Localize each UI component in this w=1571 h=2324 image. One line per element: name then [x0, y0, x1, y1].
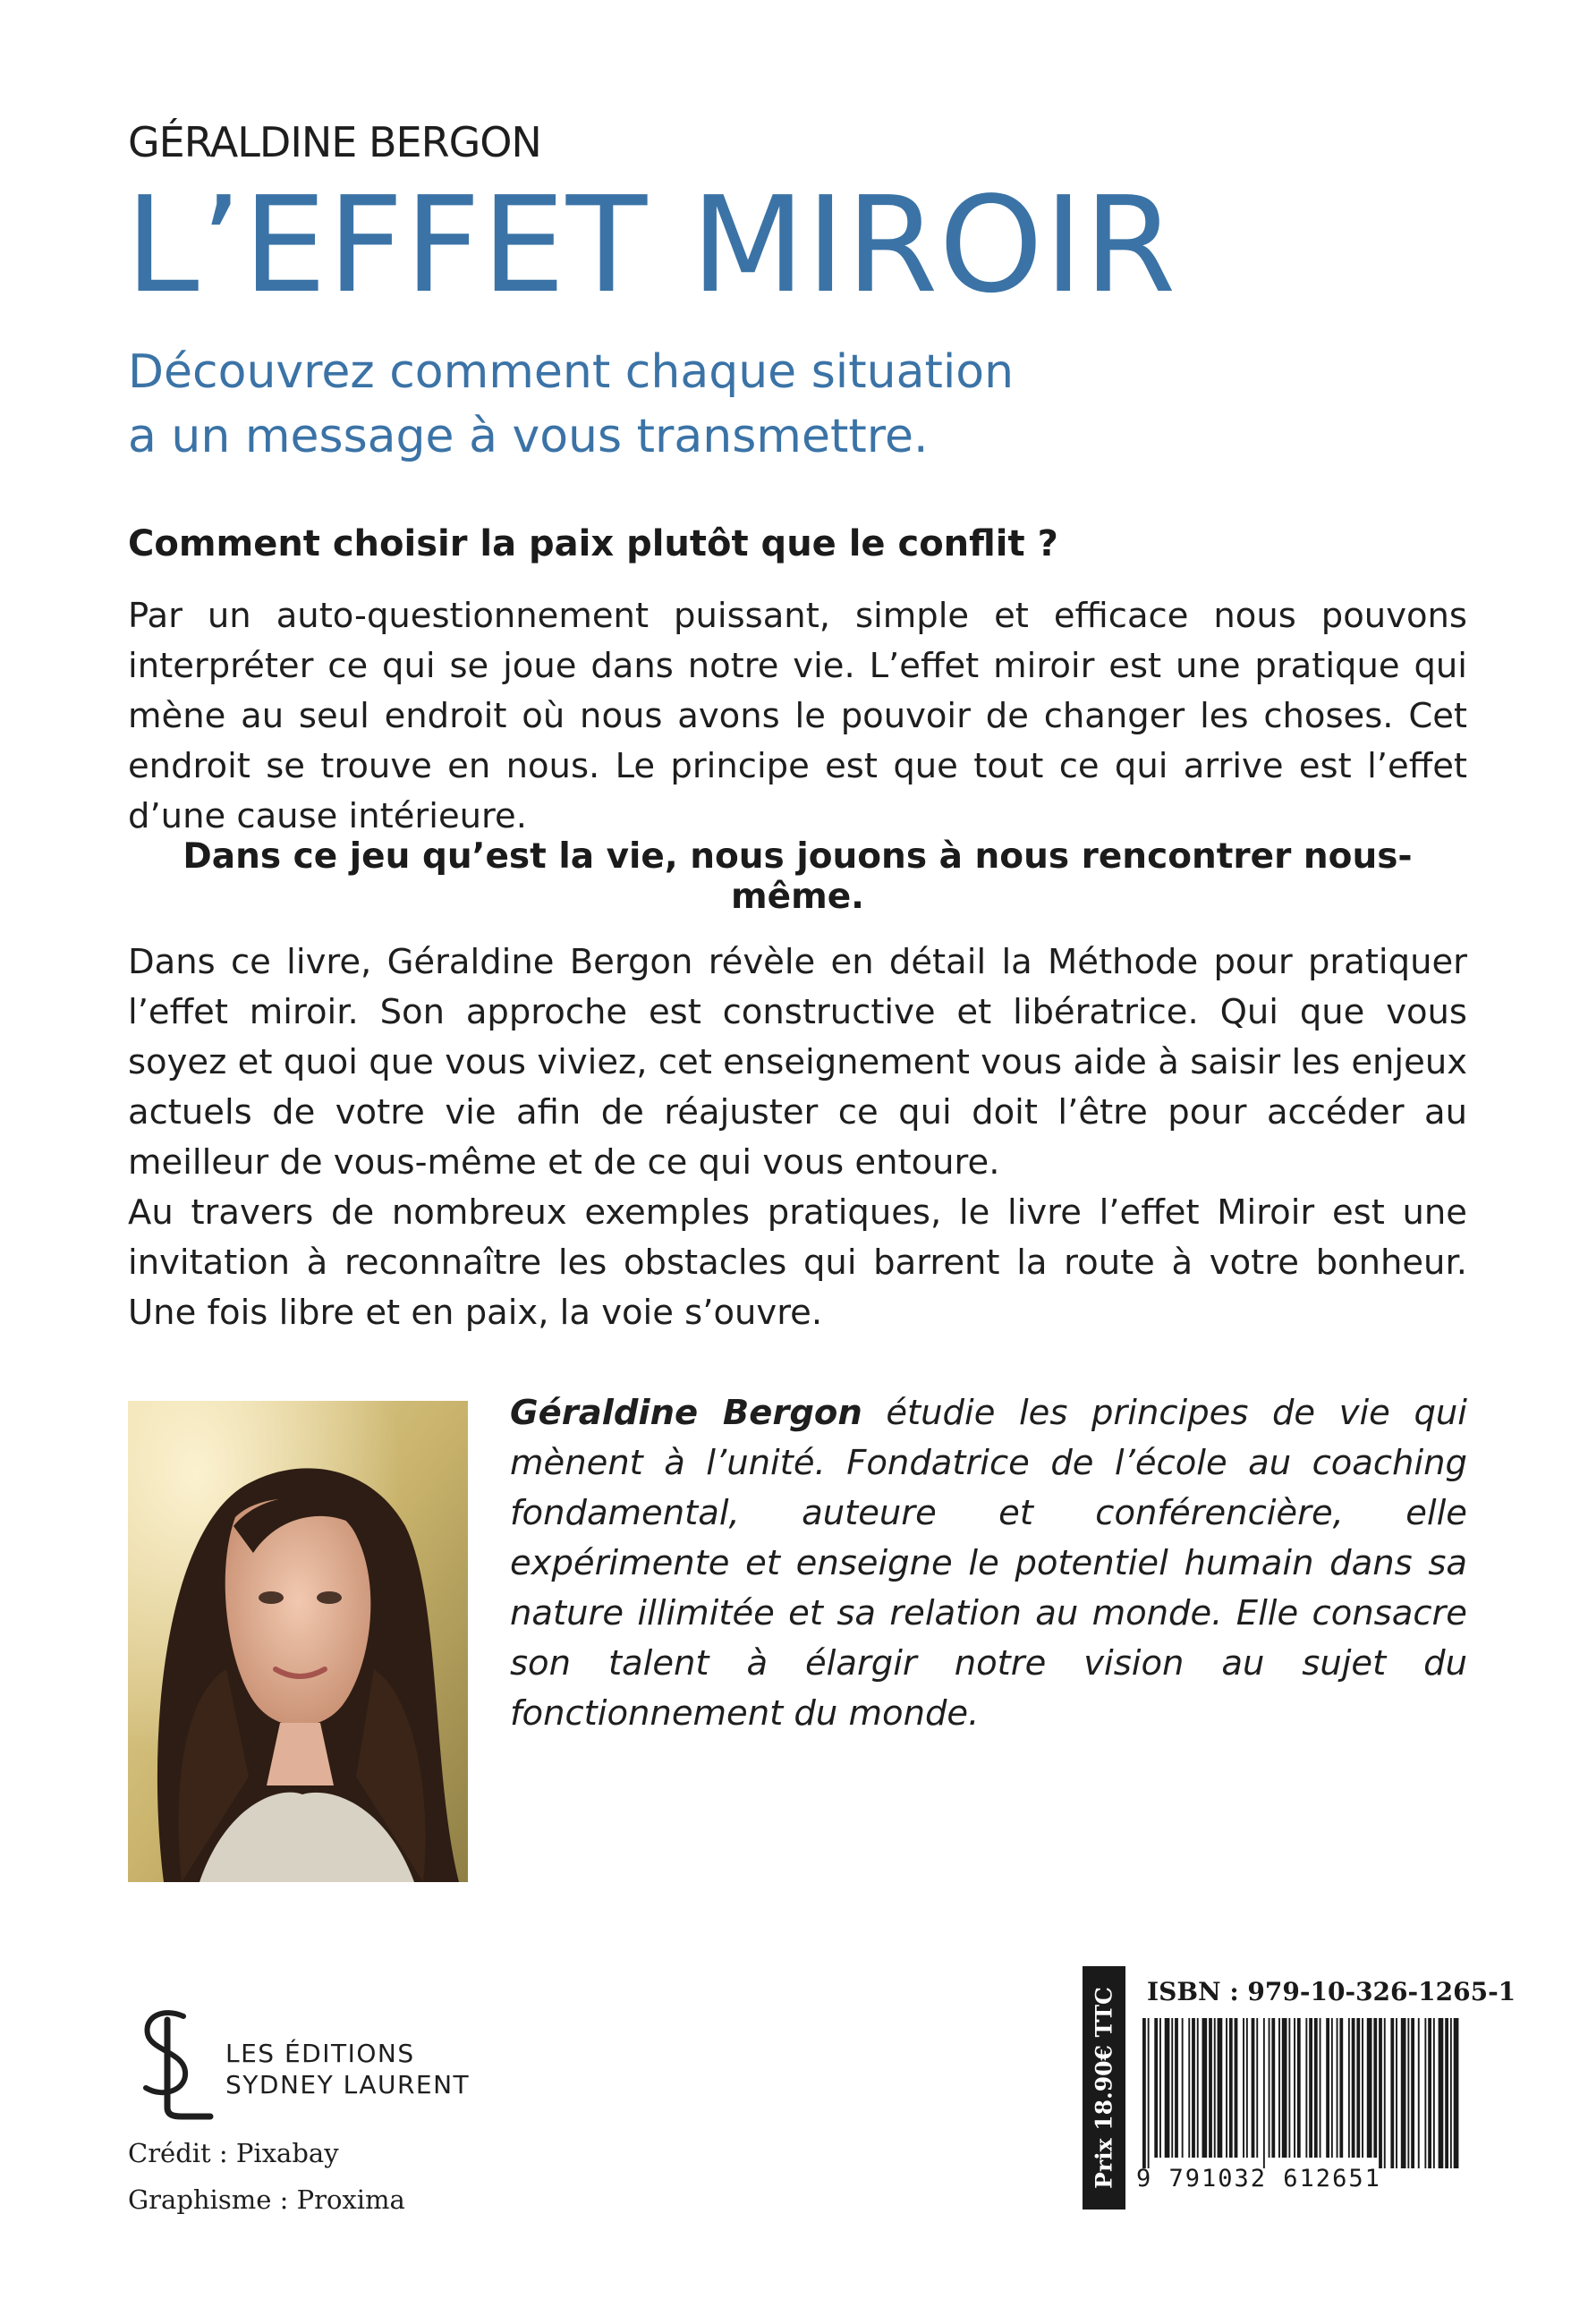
barcode-bar [1445, 2018, 1448, 2168]
barcode-bar [1294, 2018, 1295, 2158]
barcode-bar [1401, 2018, 1406, 2168]
barcode-bar [1154, 2018, 1158, 2158]
paragraph-examples: Au travers de nombreux exemples pratiques, le livre l’effet Miroir est une invitation à reconnaître les obstacles qui barrent la route à votre bonheur. Une fois libre et en paix, la voie s’ouvre. [128, 1192, 1467, 1333]
barcode-bar [1339, 2018, 1343, 2158]
barcode-bar [1229, 2018, 1233, 2158]
publisher-line-2: SYDNEY LAURENT [225, 2070, 471, 2099]
barcode-bar [1252, 2018, 1255, 2158]
author-bio [510, 1388, 1467, 1739]
barcode-bar [1235, 2018, 1238, 2158]
barcode-bar [1373, 2018, 1377, 2158]
barcode-bar [1214, 2018, 1216, 2158]
barcode-bar [1411, 2018, 1414, 2168]
tagline: Dans ce jeu qu’est la vie, nous jouons à nous rencontrer nous-même. [183, 836, 1413, 917]
barcode-bar [1337, 2018, 1338, 2158]
barcode-bar [1218, 2018, 1223, 2158]
publisher-line-1: LES ÉDITIONS [225, 2039, 415, 2068]
author-name: GÉRALDINE BERGON [128, 118, 541, 166]
paragraph-intro: Par un auto-questionnement puissant, simple et efficace nous pouvons interpréter ce qui se joue dans notre vie. L’effet miroir est une pratique qui mène au seul endroit où nous avons le pouvoir de changer les choses. Cet endroit se trouve en nous. Le principe est que tout ce qui arrive est l’effet d’une cause intérieure. [128, 596, 1467, 836]
barcode-bar [1142, 2018, 1146, 2168]
publisher-name [225, 2038, 470, 2100]
barcode-bar [1356, 2018, 1360, 2158]
barcode-bar [1278, 2018, 1280, 2158]
sl-monogram-icon [128, 2000, 217, 2125]
graphics-credit: Graphisme : Proxima [128, 2184, 405, 2215]
barcode-bar [1367, 2018, 1372, 2158]
barcode-bar [1314, 2018, 1318, 2158]
barcode-bar [1148, 2018, 1150, 2168]
barcode-bar [1428, 2018, 1431, 2168]
subtitle-line-2: a un message à vous transmettre. [128, 410, 929, 463]
photo-credit: Crédit : Pixabay [128, 2138, 339, 2168]
barcode-bar [1305, 2018, 1307, 2158]
barcode-bar [1188, 2018, 1190, 2158]
subtitle-line-1: Découvrez comment chaque situation [128, 345, 1015, 399]
barcode-bar [1182, 2018, 1184, 2158]
barcode-bar [1297, 2018, 1301, 2158]
barcode-bar [1192, 2018, 1195, 2158]
barcode-bar [1407, 2018, 1409, 2168]
barcode-bar [1243, 2018, 1244, 2158]
price-text: Prix 18.90€ TTC [1091, 1987, 1117, 2189]
barcode-bar [1271, 2018, 1275, 2158]
barcode [1141, 2018, 1465, 2168]
barcode-bar [1450, 2018, 1452, 2168]
barcode-bar [1439, 2018, 1444, 2168]
portrait-illustration [128, 1401, 468, 1882]
barcode-bar [1209, 2018, 1212, 2158]
barcode-bar [1256, 2018, 1258, 2158]
barcode-bar [1175, 2018, 1178, 2158]
barcode-bar [1165, 2018, 1170, 2158]
barcode-bar [1159, 2018, 1161, 2158]
barcode-bar [1362, 2018, 1363, 2158]
barcode-bar [1288, 2018, 1290, 2158]
barcode-bar [1433, 2018, 1435, 2168]
barcode-bar [1454, 2018, 1459, 2168]
barcode-bar [1320, 2018, 1321, 2158]
barcode-bar [1390, 2018, 1394, 2168]
book-title: L’EFFET MIROIR [125, 168, 1177, 322]
barcode-bar [1202, 2018, 1208, 2158]
barcode-bar [1424, 2018, 1426, 2168]
barcode-bar [1282, 2018, 1287, 2158]
barcode-bar [1348, 2018, 1350, 2158]
bio-text: étudie les principes de vie qui mènent à l’unité. Fondatrice de l’école au coaching fondamental, auteure et conférencière, elle expérimente et enseigne le potentiel humain dans sa nature illimitée et sa relation au monde. Elle consacre son talent à élargir notre vision au sujet du fonctionnement du monde. [510, 1393, 1467, 1734]
isbn-text: ISBN : 979-10-326-1265-1 [1147, 1977, 1516, 2006]
bio-author-name: Géraldine Bergon [510, 1393, 862, 1433]
barcode-bar [1197, 2018, 1199, 2158]
barcode-bar [1352, 2018, 1355, 2158]
barcode-bar [1263, 2018, 1265, 2168]
barcode-bar [1269, 2018, 1270, 2158]
price-label [1083, 1966, 1125, 2209]
barcode-bar [1331, 2018, 1333, 2158]
barcode-bar [1418, 2018, 1420, 2168]
publisher-logo [128, 2000, 217, 2125]
barcode-bar [1226, 2018, 1227, 2158]
barcode-bar [1309, 2018, 1312, 2158]
barcode-bar [1384, 2018, 1386, 2168]
barcode-bar [1171, 2018, 1173, 2158]
barcode-bar [1326, 2018, 1329, 2158]
barcode-digits: 9 791032 612651 [1136, 2165, 1381, 2193]
barcode-bars [1141, 2018, 1465, 2168]
barcode-bar [1379, 2018, 1382, 2168]
question-heading: Comment choisir la paix plutôt que le conflit ? [128, 523, 1058, 564]
barcode-bar [1396, 2018, 1397, 2168]
paragraph-method: Dans ce livre, Géraldine Bergon révèle en détail la Méthode pour pratiquer l’effet miroir. Son approche est constructive et libératrice. Qui que vous soyez et quoi que vous viviez, cet enseignement vous aide à saisir les enjeux actuels de votre vie afin de réajuster ce qui doit l’être pour accéder au meilleur de vous-même et de ce qui vous entoure. [128, 942, 1467, 1183]
barcode-bar [1246, 2018, 1248, 2158]
author-photo [128, 1401, 468, 1882]
subtitle [128, 340, 1202, 469]
